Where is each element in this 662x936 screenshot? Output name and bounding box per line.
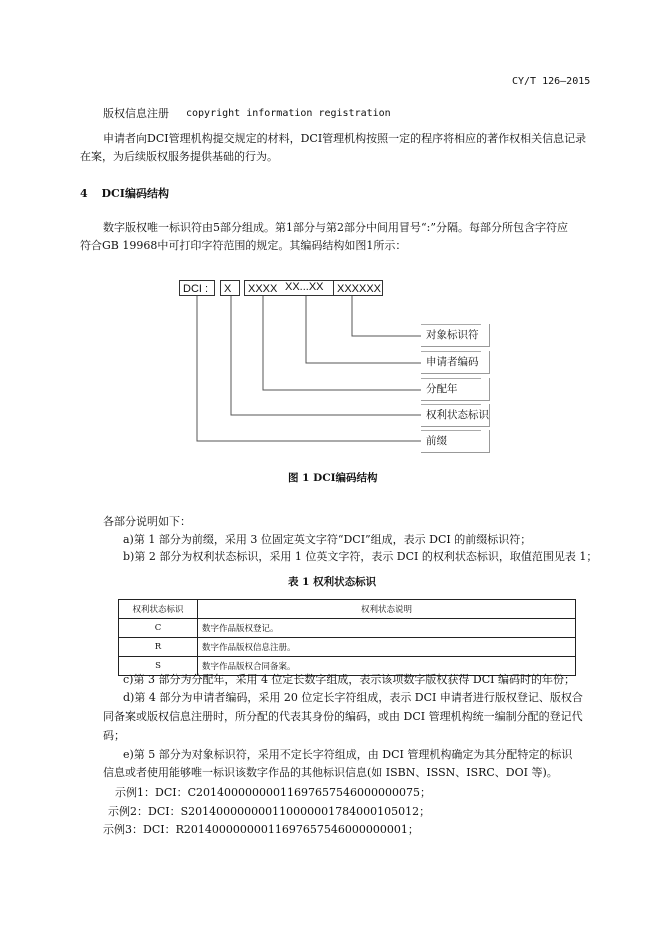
standard-code: CY/T 126—2015 — [512, 76, 591, 87]
connector-applicant — [306, 296, 421, 363]
box-object: XXXXXX — [333, 280, 383, 296]
section-para-line-1: 数字版权唯一标识符由5部分组成。第1部分与第2部分中间用冒号“:”分隔。每部分所包含字符应 — [103, 221, 568, 234]
example-1: 示例1：DCI：C20140000000011697657546000000075； — [115, 786, 431, 799]
table-cell: S — [119, 657, 198, 676]
table-cell: C — [119, 619, 198, 638]
term-title-en: copyright information registration — [186, 108, 391, 119]
box-prefix: DCI : — [179, 280, 215, 296]
box-year: XXXX — [248, 283, 278, 295]
section-number: 4 — [80, 187, 88, 200]
table-header-row — [119, 600, 576, 619]
table-cell: 数字作品版权合同备案。 — [198, 657, 576, 676]
part-e-line-2: 信息或者使用能够唯一标识该数字作品的其他标识信息(如 ISBN、ISSN、ISRC、DOI 等)。 — [103, 766, 558, 779]
definition-line-1: 申请者向DCI管理机构提交规定的材料，DCI管理机构按照一定的程序将相应的著作权相关信息记录 — [103, 132, 587, 145]
term-title-cn: 版权信息注册 — [103, 107, 169, 120]
label-prefix: 前缀 — [421, 430, 490, 453]
box-status: X — [220, 280, 240, 296]
part-b: b)第 2 部分为权利状态标识，采用 1 位英文字符，表示 DCI 的权利状态标识，取值范围见表 1； — [123, 550, 598, 563]
part-d-line-2: 同备案或版权信息注册时，所分配的代表其身份的编码，或由 DCI 管理机构统一编制分配的登记代 — [103, 710, 583, 723]
example-2: 示例2：DCI：S20140000000011000000178400010501​2； — [108, 805, 431, 818]
part-a: a)第 1 部分为前缀，采用 3 位固定英文字符“DCI”组成，表示 DCI 的前缀标识符； — [123, 533, 532, 546]
label-applicant-code: 申请者编码 — [421, 351, 490, 374]
table-cell: 数字作品版权登记。 — [198, 619, 576, 638]
section-para-line-2: 符合GB 19968中可打印字符范围的规定。其编码结构如图1所示： — [80, 239, 407, 252]
parts-intro: 各部分说明如下： — [103, 515, 191, 528]
section-title: DCI编码结构 — [101, 187, 169, 200]
part-e-line-1: e)第 5 部分为对象标识符，采用不定长字符组成，由 DCI 管理机构确定为其分配特定的标识 — [123, 748, 573, 761]
rights-status-table — [118, 599, 576, 676]
box-year-applicant — [244, 280, 334, 296]
connector-object — [352, 296, 421, 336]
definition-line-2: 在案，为后续版权服务提供基础的行为。 — [80, 150, 278, 163]
connector-status — [231, 296, 421, 415]
box-applicant: XX...XX — [285, 281, 324, 293]
table-header-cell: 权利状态标识 — [119, 600, 198, 619]
example-3: 示例3：DCI：R20140000000011697657546000000001； — [103, 823, 419, 836]
table-cell: R — [119, 638, 198, 657]
table-cell: 数字作品版权信息注册。 — [198, 638, 576, 657]
table-row — [119, 619, 576, 638]
connector-year — [263, 296, 421, 390]
table-header-cell: 权利状态说明 — [198, 600, 576, 619]
part-c: c)第 3 部分为分配年，采用 4 位定长数字组成，表示该项数字版权获得 DCI 编码时的年份； — [123, 673, 576, 686]
figure-caption: 图 1 DCI编码结构 — [288, 472, 378, 484]
label-rights-status: 权利状态标识 — [421, 404, 490, 427]
table-row — [119, 638, 576, 657]
label-allocation-year: 分配年 — [421, 378, 490, 401]
table-caption: 表 1 权利状态标识 — [288, 576, 377, 588]
part-d-line-1: d)第 4 部分为申请者编码，采用 20 位定长字符组成，表示 DCI 申请者进行版权登记、版权合 — [123, 691, 583, 704]
label-object-identifier: 对象标识符 — [421, 324, 490, 347]
part-d-line-3: 码； — [103, 729, 125, 742]
